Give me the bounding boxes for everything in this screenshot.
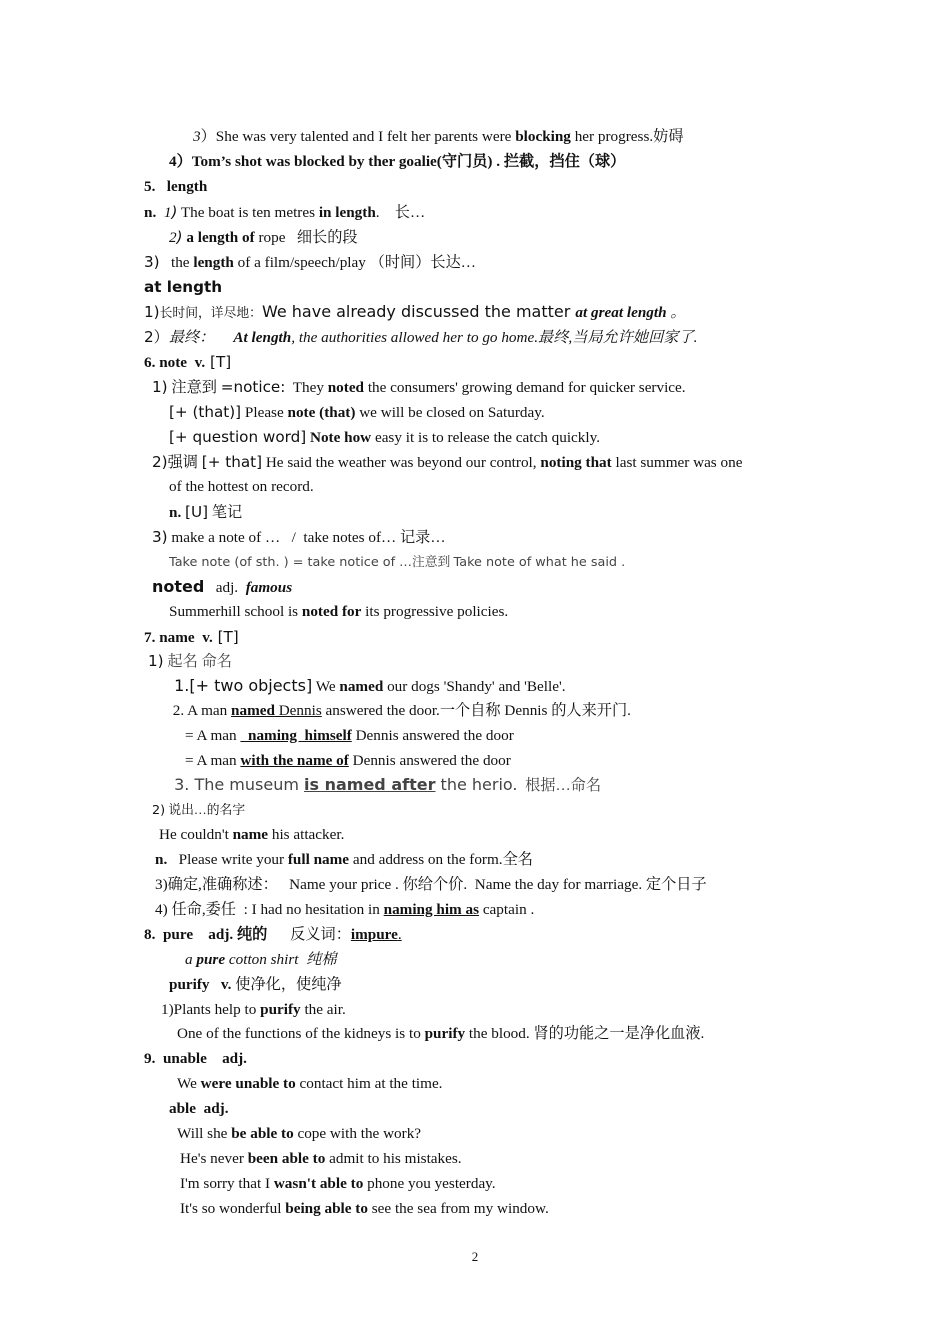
text-line <box>185 726 514 746</box>
text-segment: 根据…命名 <box>517 777 602 794</box>
text-line <box>169 502 242 523</box>
text-segment: 2. A man <box>169 702 232 719</box>
text-segment: full name <box>287 851 350 868</box>
text-line <box>180 1149 462 1169</box>
text-segment: noted <box>152 577 205 596</box>
text-segment: 4) 任命,委任 : I had no hesitation in <box>155 901 384 918</box>
text-segment: He couldn't <box>159 826 233 843</box>
text-segment: He said the weather was beyond our control, <box>262 454 541 471</box>
text-segment: She was very talented and I felt her parents were <box>215 128 516 145</box>
text-line <box>144 202 425 223</box>
text-segment: ） <box>200 128 216 145</box>
text-segment: the herio. <box>435 775 518 794</box>
text-line <box>169 676 566 697</box>
text-line <box>155 850 533 870</box>
text-segment: and address on the form.全名 <box>349 851 533 868</box>
text-line <box>185 751 511 771</box>
text-segment: 1)Plants help to <box>161 1001 261 1018</box>
text-segment: contact him at the time. <box>295 1075 443 1092</box>
text-segment: The boat is ten metres <box>177 204 319 221</box>
text-line <box>152 527 446 548</box>
text-segment: 3) <box>152 528 168 546</box>
text-segment: make a note of … / take notes of… 记录… <box>167 529 446 546</box>
text-segment: . <box>397 926 402 943</box>
text-segment: famous <box>245 579 293 596</box>
text-segment: Take note (of sth. ) = take notice of … <box>169 555 412 570</box>
text-segment: . 长… <box>375 204 426 221</box>
text-line <box>169 477 314 497</box>
text-segment: 4）Tom’s shot was blocked by ther goalie(守门员) . 拦截，挡住（球） <box>169 153 626 170</box>
text-line <box>144 352 231 373</box>
text-segment: Will she <box>177 1125 232 1142</box>
text-segment: its progressive policies. <box>361 603 509 620</box>
text-segment <box>156 204 164 221</box>
text-line <box>144 925 402 945</box>
text-segment: [+ (that)] <box>169 403 242 421</box>
text-line <box>169 552 625 573</box>
text-line <box>144 327 697 348</box>
text-segment: [T] <box>205 353 232 371</box>
text-segment: the consumers' growing demand for quicker service. <box>364 379 686 396</box>
text-segment: 1) <box>144 303 160 321</box>
text-line <box>177 1124 421 1144</box>
text-segment: 注意到 <box>411 555 454 569</box>
text-segment: = A man <box>185 752 241 769</box>
text-segment: rope 细长的段 <box>254 229 358 246</box>
text-segment: 1 <box>163 204 172 221</box>
text-segment: length <box>193 254 234 271</box>
text-line <box>144 1049 247 1069</box>
text-segment: 7. name v. <box>144 629 213 646</box>
text-segment: last summer was one <box>611 454 743 471</box>
text-line <box>159 825 344 845</box>
text-segment: his attacker. <box>268 826 345 843</box>
text-segment: her progress.妨碍 <box>570 128 684 145</box>
text-segment: We <box>177 1075 201 1092</box>
text-segment: of a film/speech/play （时间）长达… <box>233 254 476 271</box>
text-segment: the <box>159 254 194 271</box>
text-segment: He's never <box>180 1150 248 1167</box>
text-segment: with the name of <box>240 752 349 769</box>
text-segment: ) <box>171 203 178 221</box>
text-line <box>169 152 625 172</box>
text-line <box>180 1199 549 1219</box>
text-line <box>152 577 292 598</box>
text-segment: = A man <box>185 727 241 744</box>
text-segment: pure <box>196 951 226 968</box>
text-line <box>144 177 207 197</box>
text-segment: 1) <box>152 378 168 396</box>
text-segment: We <box>312 678 340 695</box>
text-segment: a length of <box>186 229 255 246</box>
text-segment: They <box>285 379 328 396</box>
text-segment: admit to his mistakes. <box>325 1150 462 1167</box>
text-line <box>169 975 342 995</box>
text-line <box>144 302 686 323</box>
text-line <box>177 1074 442 1094</box>
text-segment: Summerhill school is <box>169 603 302 620</box>
text-segment: named <box>339 678 384 695</box>
text-segment: 2) <box>152 453 168 471</box>
text-segment: purify <box>260 1001 301 1018</box>
text-segment: Note how <box>309 429 372 446</box>
text-segment: 2) <box>152 803 166 818</box>
text-segment: 使净化，使纯净 <box>231 976 342 993</box>
text-segment: We have already discussed the matter <box>261 302 576 321</box>
text-segment: I'm sorry that I <box>180 1175 274 1192</box>
text-segment: 6. note v. <box>144 354 206 371</box>
text-segment: 8. pure adj. 纯的 <box>144 926 268 943</box>
text-segment: 强调 <box>167 454 202 471</box>
text-segment: n. <box>169 504 182 521</box>
text-segment: cotton shirt 纯棉 <box>225 951 337 968</box>
text-segment: purify <box>424 1025 466 1042</box>
text-segment: 。 <box>666 304 686 321</box>
text-segment: 起名 命名 <box>163 653 232 670</box>
text-segment: 长时间，详尽地： <box>159 306 262 320</box>
text-segment: naming himself <box>240 727 352 744</box>
text-line <box>144 277 222 298</box>
text-line <box>169 775 601 796</box>
text-segment: Please write your <box>167 851 288 868</box>
text-segment: Take note of what he said . <box>453 555 626 570</box>
text-segment: 2） <box>144 328 169 346</box>
text-segment: [+ question word] <box>169 428 307 446</box>
text-line <box>161 1000 346 1020</box>
text-segment: One of the functions of the kidneys is to <box>177 1025 425 1042</box>
text-line <box>144 252 476 273</box>
text-segment: easy it is to release the catch quickly. <box>371 429 601 446</box>
text-segment: at great length <box>575 304 667 321</box>
text-line <box>169 602 508 622</box>
text-segment: our dogs 'Shandy' and 'Belle'. <box>383 678 566 695</box>
text-segment: 1.[+ two objects] <box>169 676 313 695</box>
text-line <box>185 950 336 970</box>
text-segment: be able to <box>231 1125 294 1142</box>
text-segment: n. <box>144 204 157 221</box>
text-line <box>169 402 545 423</box>
text-segment: being able to <box>285 1200 368 1217</box>
text-segment: Dennis answered the door <box>351 727 514 744</box>
text-line <box>152 800 245 821</box>
text-segment: 2 <box>169 229 177 246</box>
text-segment: 3) <box>144 253 160 271</box>
text-segment: impure <box>350 926 398 943</box>
text-line <box>155 900 534 920</box>
text-segment: 3 <box>193 128 201 145</box>
text-segment: answered the door.一个自称 Dennis 的人来开门. <box>321 702 631 719</box>
text-segment: 反义词： <box>267 926 351 943</box>
text-segment: 注意到 <box>167 379 221 396</box>
text-segment: a <box>185 951 197 968</box>
text-segment: at length <box>144 278 223 296</box>
text-segment: noted for <box>301 603 362 620</box>
text-segment: 最终： <box>168 329 234 346</box>
text-segment: note (that) <box>287 404 356 421</box>
text-segment: blocking <box>515 128 571 145</box>
text-line <box>148 651 232 672</box>
text-segment: were unable to <box>200 1075 296 1092</box>
text-segment: is named after <box>304 775 436 794</box>
text-line <box>152 377 686 398</box>
text-segment: Dennis <box>274 702 322 719</box>
text-segment: phone you yesterday. <box>363 1175 496 1192</box>
text-line <box>169 227 358 248</box>
text-segment: in length <box>318 204 376 221</box>
text-segment: been able to <box>247 1150 326 1167</box>
text-segment: wasn't able to <box>273 1175 364 1192</box>
text-segment: the blood. 肾的功能之一是净化血液. <box>465 1025 705 1042</box>
text-line <box>193 127 684 147</box>
text-segment: 1) <box>148 652 164 670</box>
text-segment: ) <box>176 228 183 246</box>
text-segment: 9. unable adj. <box>144 1050 247 1067</box>
text-segment: Please <box>241 404 288 421</box>
text-segment: adj. <box>204 579 246 596</box>
text-segment: Dennis answered the door <box>348 752 511 769</box>
text-line <box>155 875 707 895</box>
text-segment: 3)确定,准确称述： Name your price . 你给个价. Name the day for marriage. 定个日子 <box>155 876 707 893</box>
text-segment: 3. The museum <box>169 775 304 794</box>
text-segment: noted <box>327 379 365 396</box>
text-line <box>169 701 631 721</box>
page-number: 2 <box>471 1249 479 1264</box>
text-segment: =notice: <box>220 378 286 396</box>
text-segment: , the authorities allowed her to go home.最终,当局允许她回家了. <box>291 329 698 346</box>
text-line <box>144 627 239 648</box>
text-segment: purify v. <box>169 976 232 993</box>
text-segment: 笔记 <box>208 504 243 521</box>
text-segment: It's so wonderful <box>180 1200 286 1217</box>
text-segment: 5. length <box>144 178 208 195</box>
text-segment: 说出…的名字 <box>165 803 246 817</box>
text-segment: named <box>231 702 275 719</box>
text-segment: captain . <box>479 901 535 918</box>
text-line <box>180 1174 496 1194</box>
text-segment: able adj. <box>169 1100 229 1117</box>
text-line <box>169 427 600 448</box>
text-segment: noting that <box>540 454 612 471</box>
text-segment: naming him as <box>383 901 480 918</box>
text-segment: [+ that] <box>201 453 263 471</box>
text-segment: name <box>232 826 269 843</box>
text-segment: At length <box>233 329 292 346</box>
text-segment: cope with the work? <box>293 1125 422 1142</box>
text-segment: of the hottest on record. <box>169 478 314 495</box>
text-line <box>169 1099 229 1119</box>
text-segment: [T] <box>212 628 239 646</box>
text-segment: the air. <box>300 1001 346 1018</box>
text-line <box>152 452 742 473</box>
text-segment: we will be closed on Saturday. <box>355 404 545 421</box>
text-segment: [U] <box>185 503 209 521</box>
text-line <box>177 1024 704 1044</box>
text-segment: n. <box>155 851 168 868</box>
text-segment: see the sea from my window. <box>367 1200 549 1217</box>
